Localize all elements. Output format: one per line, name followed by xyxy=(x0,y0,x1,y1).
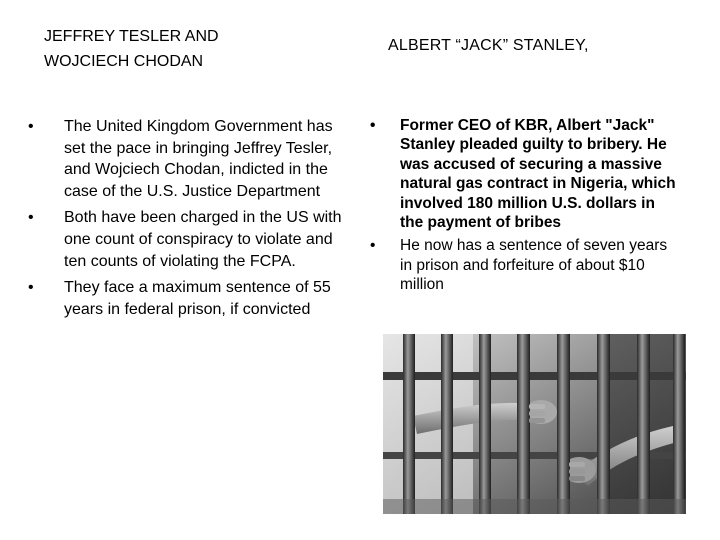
list-item xyxy=(28,207,348,272)
list-item xyxy=(28,277,348,320)
bullet-icon: • xyxy=(370,117,376,134)
prison-bars-photo xyxy=(383,334,686,514)
list-item xyxy=(370,116,682,232)
bullet-icon: • xyxy=(28,118,34,135)
prison-bars-icon xyxy=(383,334,686,514)
right-bullet-list xyxy=(370,116,682,299)
bullet-icon: • xyxy=(370,237,376,255)
bullet-icon: • xyxy=(28,209,34,227)
left-column-title xyxy=(44,24,344,74)
left-title-line1: JEFFREY TESLER AND xyxy=(44,28,219,45)
list-item xyxy=(370,236,682,294)
bullet-text: They face a maximum sentence of 55 years in federal prison, if convicted xyxy=(64,279,331,318)
list-item xyxy=(28,116,348,202)
bullet-text: The United Kingdom Government has set the pace in bringing Jeffrey Tesler, and Wojciech Chodan, indicted in the case of the U.S. Justice Department xyxy=(64,118,333,200)
bullet-text: He now has a sentence of seven years in prison and forfeiture of about $10 million xyxy=(400,237,668,294)
left-title-line2: WOJCIECH CHODAN xyxy=(44,53,204,70)
right-column-title: ALBERT “JACK” STANLEY, xyxy=(388,37,589,54)
bullet-text: Both have been charged in the US with one count of conspiracy to violate and ten counts of violating the FCPA. xyxy=(64,209,342,270)
bullet-icon: • xyxy=(28,279,34,297)
bullet-text: Former CEO of KBR, Albert "Jack" Stanley pleaded guilty to bribery. He was accused of securing a massive natural gas contract in Nigeria, which involved 180 million U.S. dollars in the payment of bribes xyxy=(400,117,676,232)
left-bullet-list xyxy=(28,116,348,325)
